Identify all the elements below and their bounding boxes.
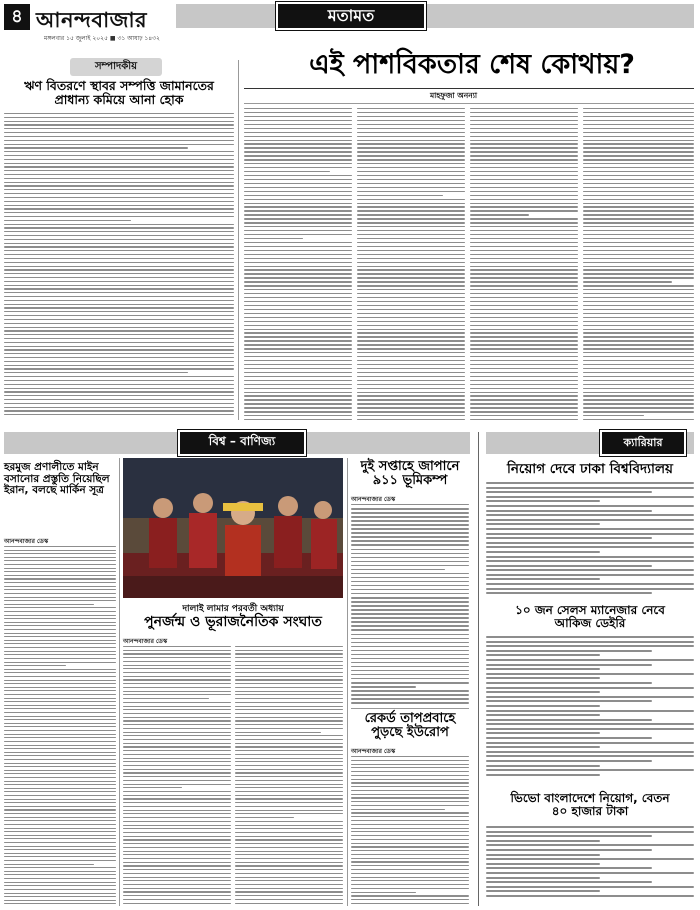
world-story3-byline: আনন্দবাজার ডেস্ক <box>351 496 396 503</box>
page-number-box <box>4 4 30 30</box>
career-job2-headline <box>486 604 694 630</box>
column-divider <box>238 60 239 420</box>
career-job3-headline <box>486 792 694 818</box>
career-job2-body <box>486 636 694 786</box>
dalai-lama-photo <box>123 458 343 598</box>
section-title: মতামত <box>327 5 375 25</box>
world-story2-byline: আনন্দবাজার ডেস্ক <box>123 638 168 645</box>
world-story3-headline <box>351 460 469 489</box>
opinion-headline: এই পাশবিকতার শেষ কোথায়? <box>309 49 635 80</box>
career-job1-headline: নিয়োগ দেবে ঢাকা বিশ্ববিদ্যালয় <box>507 461 673 477</box>
career-job2-headline-line2: আকিজ ডেইরি <box>554 616 626 631</box>
opinion-col-3 <box>470 108 578 420</box>
world-section-title: বিশ্ব – বাণিজ্য <box>208 434 276 448</box>
world-story1-byline: আনন্দবাজার ডেস্ক <box>4 538 49 545</box>
career-job2-headline-line1: ১০ জন সেলস ম্যানেজার নেবে <box>515 603 665 617</box>
opinion-col-4 <box>583 108 694 420</box>
dateline: মঙ্গলবার ১৫ জুলাই ২০২৫ ■ ৩১ আষাঢ় ১৪৩২ <box>44 35 160 42</box>
opinion-author: মাহফুজা অনন্যা <box>430 91 478 100</box>
opinion-col-1 <box>244 108 352 420</box>
photo-illustration <box>123 458 343 598</box>
career-job3-body <box>486 826 694 904</box>
world-story3-headline-line2: ৯১১ ভূমিকম্প <box>372 473 448 489</box>
career-job3-headline-line2: ৪০ হাজার টাকা <box>551 804 629 819</box>
world-section-tab <box>178 430 306 456</box>
world-story2-headline: পুনর্জন্ম ও ভূরাজনৈতিক সংঘাত <box>144 614 322 630</box>
photo-caption: দালাই লামার পরবর্তী অধ্যায় <box>182 604 284 614</box>
world-story1-headline: হরমুজ প্রণালীতে মাইন বসানোর প্রস্তুতি নিয়েছিল ইরান, বলছে মার্কিন সূত্র <box>4 461 110 497</box>
newspaper-logo: আনন্দবাজার <box>36 8 148 32</box>
editorial-label: সম্পাদকীয় <box>94 60 138 72</box>
section-band <box>176 4 694 28</box>
opinion-col-2 <box>357 108 465 420</box>
world-story4-body <box>351 756 469 904</box>
editorial-body <box>4 113 234 415</box>
world-story4-headline-line1: রেকর্ড তাপপ্রবাহে <box>364 711 456 726</box>
career-section-tab <box>600 430 686 456</box>
opinion-headline-rule <box>244 88 694 89</box>
world-story4-rule <box>351 708 469 709</box>
opinion-author-rule <box>244 103 694 104</box>
world-story2-col-2 <box>235 646 343 904</box>
world-story4-byline: আনন্দবাজার ডেস্ক <box>351 748 396 755</box>
editorial-headline-line2: প্রাধান্য কমিয়ে আনা হোক <box>54 91 184 107</box>
page-number: ৪ <box>11 5 23 27</box>
world-story1-body <box>4 546 116 904</box>
world-story2-col-1 <box>123 646 231 904</box>
world-story3-headline-line1: দুই সপ্তাহে জাপানে <box>360 459 460 474</box>
section-tab <box>276 2 426 30</box>
world-divider-2 <box>347 458 348 906</box>
editorial-label-box <box>70 58 162 76</box>
career-job1-body <box>486 482 694 600</box>
section-divider <box>478 432 479 906</box>
career-job3-headline-line1: ভিভো বাংলাদেশে নিয়োগ, বেতন <box>510 791 670 805</box>
career-section-title: ক্যারিয়ার <box>623 435 663 449</box>
world-story4-headline-line2: পুড়ছে ইউরোপ <box>371 725 449 741</box>
world-story3-body <box>351 504 469 704</box>
world-story4-headline <box>351 712 469 741</box>
editorial-headline-line1: ঋণ বিতরণে স্থাবর সম্পত্তি জামানতের <box>24 78 214 93</box>
editorial-headline <box>4 79 234 107</box>
world-divider-1 <box>119 458 120 906</box>
